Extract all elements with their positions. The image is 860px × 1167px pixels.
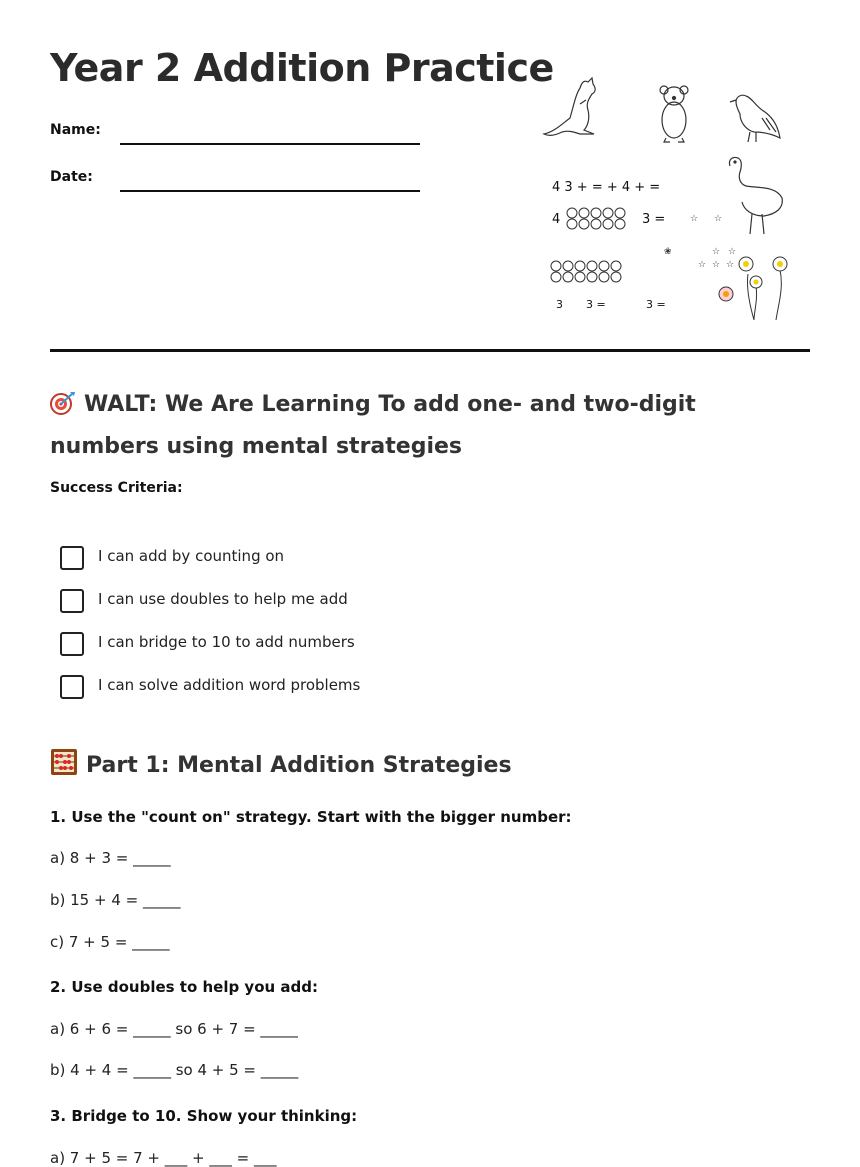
target-icon — [50, 390, 76, 428]
svg-text:☆: ☆ — [712, 247, 721, 257]
question-1a[interactable]: a) 8 + 3 = _____ — [50, 849, 171, 867]
criteria-item — [60, 630, 360, 673]
success-criteria-list — [60, 544, 360, 716]
walt-heading — [50, 386, 790, 466]
apples-icon — [567, 208, 625, 229]
name-label: Name: — [50, 122, 101, 138]
question-1c[interactable]: c) 7 + 5 = _____ — [50, 933, 170, 951]
question-3-title: 3. Bridge to 10. Show your thinking: — [50, 1107, 358, 1125]
part1-title: Part 1: Mental Addition Strategies — [86, 753, 512, 778]
question-3a[interactable]: a) 7 + 5 = 7 + ___ + ___ = ___ — [50, 1149, 277, 1167]
header-illustration — [540, 74, 790, 326]
criteria-text: I can add by counting on — [98, 547, 285, 565]
svg-text:☆: ☆ — [714, 214, 723, 224]
illustration-math-row1: 4 3 + = + 4 + = — [552, 180, 661, 195]
date-label: Date: — [50, 169, 93, 185]
criteria-checkbox[interactable] — [60, 675, 84, 699]
date-field[interactable] — [120, 190, 420, 192]
criteria-text: I can use doubles to help me add — [98, 590, 348, 608]
koala-icon — [660, 86, 688, 142]
page-title: Year 2 Addition Practice — [50, 46, 554, 90]
svg-text:☆: ☆ — [698, 260, 707, 270]
emu-icon — [729, 157, 782, 234]
illustration-math-row4-c: 3 = — [646, 298, 666, 311]
name-field[interactable] — [120, 143, 420, 145]
illustration-math-row4-a: 3 — [556, 298, 563, 311]
header-divider — [50, 349, 810, 352]
success-criteria-title: Success Criteria: — [50, 480, 183, 496]
criteria-checkbox[interactable] — [60, 546, 84, 570]
criteria-checkbox[interactable] — [60, 589, 84, 613]
question-1-title: 1. Use the "count on" strategy. Start with the bigger number: — [50, 808, 572, 826]
svg-text:☆: ☆ — [690, 214, 699, 224]
svg-text:☆: ☆ — [726, 260, 735, 270]
criteria-text: I can solve addition word problems — [98, 676, 361, 694]
criteria-item — [60, 544, 360, 587]
svg-text:☆: ☆ — [728, 247, 737, 257]
question-2a[interactable]: a) 6 + 6 = _____ so 6 + 7 = _____ — [50, 1020, 298, 1038]
stars-icon — [664, 214, 748, 270]
part1-heading — [50, 748, 512, 782]
question-1b[interactable]: b) 15 + 4 = _____ — [50, 891, 181, 909]
abacus-icon — [50, 748, 78, 782]
illustration-math-row4-b: 3 = — [586, 298, 606, 311]
svg-text:❀: ❀ — [664, 247, 672, 257]
illustration-math-row2-left: 4 — [552, 212, 561, 227]
criteria-item — [60, 587, 360, 630]
criteria-checkbox[interactable] — [60, 632, 84, 656]
illustration-math-row2-right: 3 = — [642, 212, 666, 227]
question-2-title: 2. Use doubles to help you add: — [50, 978, 319, 996]
kangaroo-icon — [544, 78, 595, 135]
criteria-text: I can bridge to 10 to add numbers — [98, 633, 355, 651]
apples-row-icon — [551, 261, 621, 282]
svg-text:☆: ☆ — [712, 260, 721, 270]
walt-text: WALT: We Are Learning To add one- and two-digit numbers using mental strategies — [50, 392, 696, 459]
lyrebird-icon — [730, 95, 780, 142]
criteria-item — [60, 673, 360, 716]
question-2b[interactable]: b) 4 + 4 = _____ so 4 + 5 = _____ — [50, 1061, 299, 1079]
